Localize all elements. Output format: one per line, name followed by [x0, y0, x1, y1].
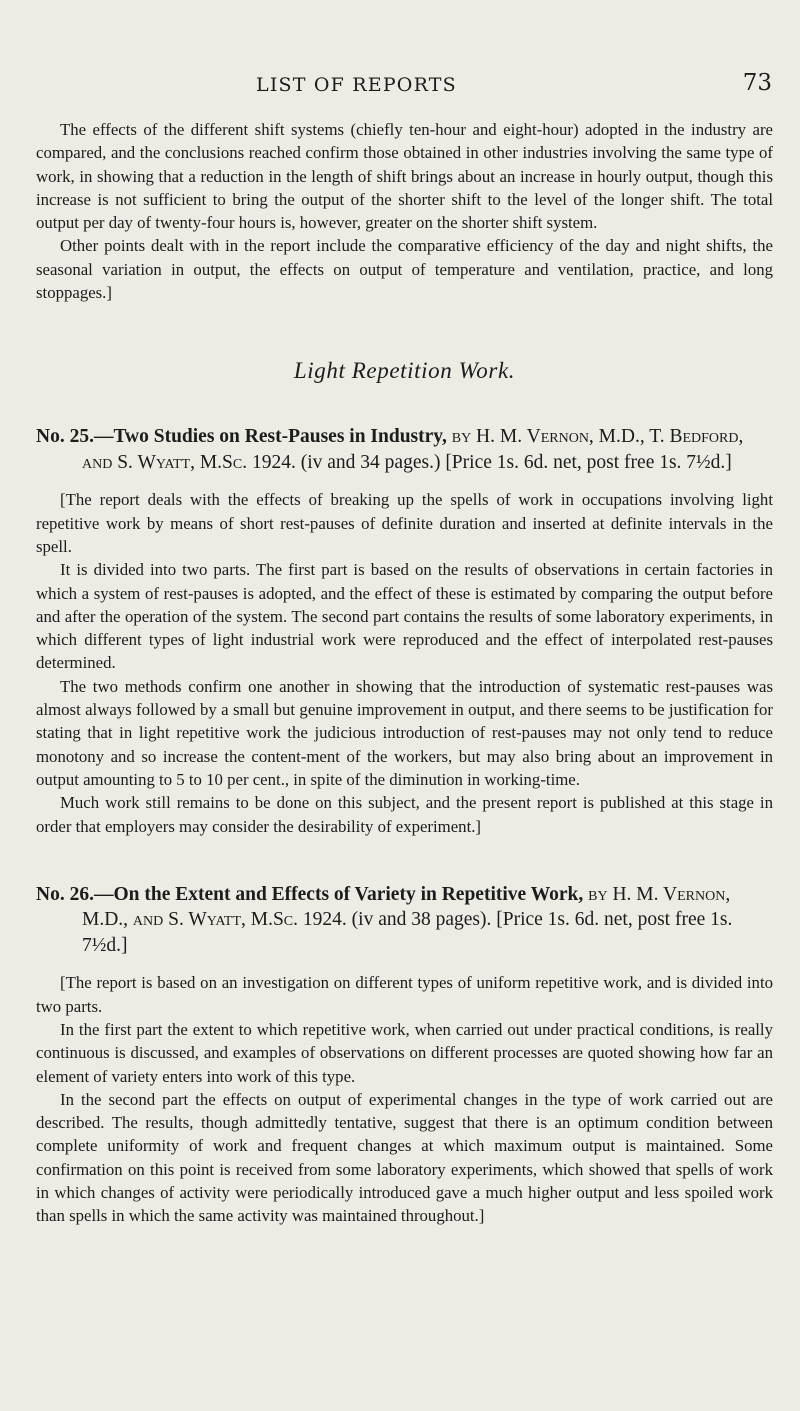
entry-title-text: —Two Studies on Rest-Pauses in Industry,: [93, 426, 447, 448]
entry-paragraph: The two methods confirm one another in showing that the introduction of systematic rest-pauses was almost always followed by a small but genuine improvement in output, and there seems to be justification for stating that in light repetitive work the judicious introduction of rest-pauses may not only tend to reduce monotony and so increase the content-ment of the workers, but may also bring about an improvement in output amounting to 5 to 10 per cent., in spite of the diminution in working-time.: [36, 676, 773, 789]
entry-paragraph: Much work still remains to be done on this subject, and the present report is published at this stage in order that employers may consider the desirability of experiment.]: [36, 793, 773, 836]
entry-title-text: —On the Extent and Effects of Variety in Repetitive Work,: [93, 883, 584, 905]
page-number: 73: [742, 70, 772, 96]
entry-authors: by H. M. Vernon, M.D., and S. Wyatt, M.Sc.: [82, 883, 731, 931]
page-header: [0, 70, 800, 104]
report-entry-25: [36, 424, 773, 837]
entry-notes: [36, 971, 773, 1227]
entry-details: 1924. (iv and 34 pages.) [Price 1s. 6d. net, post free 1s. 7½d.]: [251, 451, 732, 473]
entry-number: No. 25.: [36, 426, 94, 448]
entry-paragraph: It is divided into two parts. The first part is based on the results of observations in certain factories in which a system of rest-pauses is adopted, and the effect of these is estimated by comparing the output before and after the operation of the system. The second part contains the results of some laboratory experiments, in which different types of light industrial work were reproduced and the effect of interpolated rest-pauses determined.: [36, 560, 773, 673]
entry-number: No. 26.: [36, 883, 94, 905]
entry-title: [36, 882, 773, 959]
intro-text: [36, 118, 773, 304]
entry-paragraph: In the second part the effects on output of experimental changes in the type of work carried out are described. The results, though admittedly tentative, suggest that there is an optimum condition between complete uniformity of work and frequent changes at which maximum output is maintained. Some confirmation on this point is received from some laboratory experiments, which showed that spells of work in which changes of activity were periodically introduced gave a much higher output and less spoiled work than spells in which the same activity was maintained throughout.]: [36, 1089, 773, 1226]
entry-notes: [36, 488, 773, 837]
intro-paragraph: Other points dealt with in the report include the comparative efficiency of the day and night shifts, the seasonal variation in output, the effects on output of temperature and ventilation, practice, and long stoppages.]: [36, 236, 773, 303]
entry-spacer: [36, 838, 773, 882]
section-heading: Light Repetition Work.: [293, 358, 516, 384]
entry-title: [36, 424, 773, 475]
report-entry-26: [36, 882, 773, 1228]
entry-authors: by H. M. Vernon, M.D., T. Bedford, and S. Wyatt, M.Sc.: [82, 426, 744, 473]
entry-details: 1924. (iv and 38 pages). [Price 1s. 6d. net, post free 1s. 7½d.]: [82, 909, 733, 956]
running-head: LIST OF REPORTS: [256, 74, 457, 96]
page-body: [36, 118, 773, 1228]
entry-paragraph: [The report deals with the effects of breaking up the spells of work in occupations involving light repetitive work by means of short rest-pauses of definite duration and inserted at definite intervals in the spell.: [36, 490, 773, 556]
entry-paragraph: In the first part the extent to which repetitive work, when carried out under practical conditions, is really continuous is discussed, and examples of observations on different processes are quoted showing how far an element of variety enters into work of this type.: [36, 1019, 773, 1086]
entry-paragraph: [The report is based on an investigation on different types of uniform repetitive work, and is divided into two parts.: [36, 973, 773, 1016]
intro-paragraph: The effects of the different shift systems (chiefly ten-hour and eight-hour) adopted in the industry are compared, and the conclusions reached confirm those obtained in other industries involving the same type of work, in showing that a reduction in the length of shift brings about an increase in hourly output, though this increase is not sufficient to bring the output of the shorter shift to the level of the longer shift. The total output per day of twenty-four hours is, however, greater on the shorter shift system.: [36, 120, 773, 233]
